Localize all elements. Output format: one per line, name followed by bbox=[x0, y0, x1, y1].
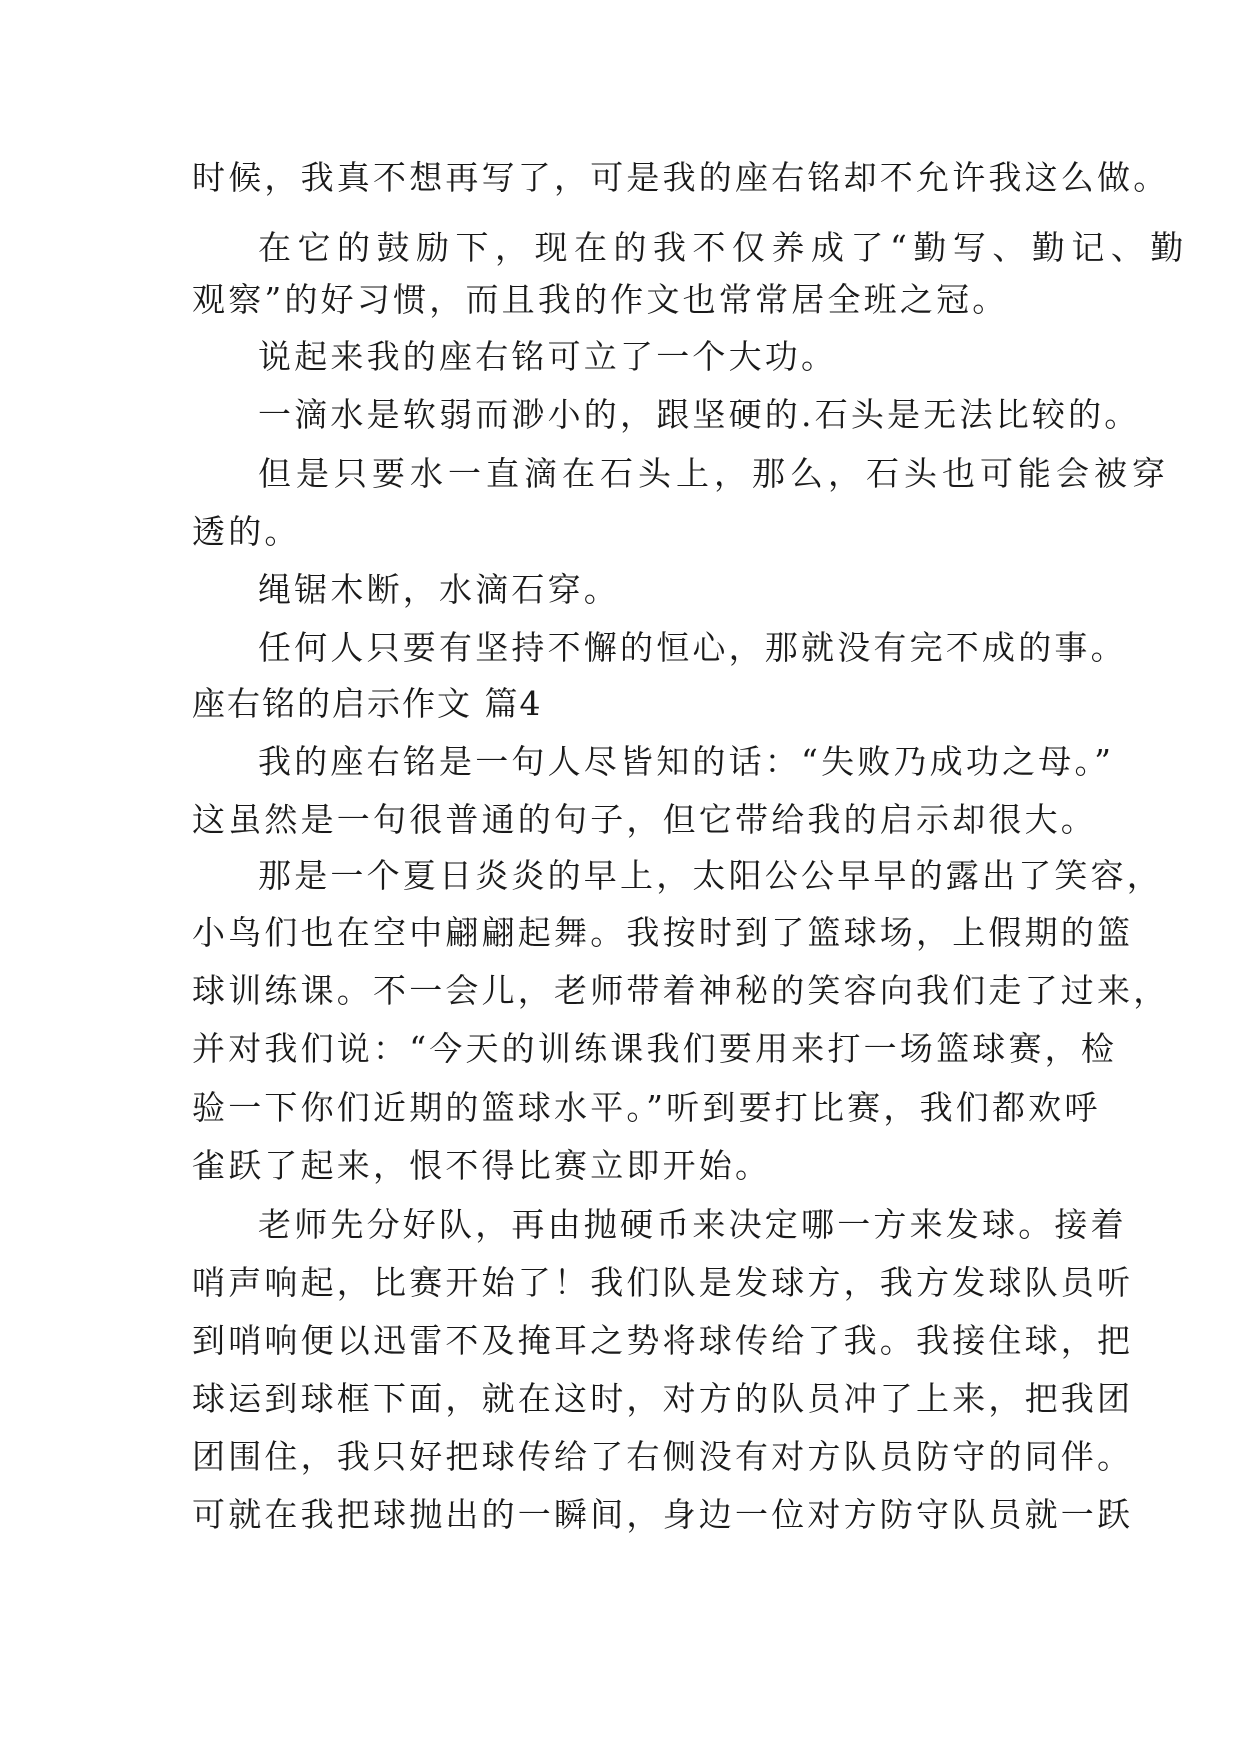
text-line: 那是一个夏日炎炎的早上，太阳公公早早的露出了笑容， bbox=[258, 856, 1163, 895]
text-line: 任何人只要有坚持不懈的恒心，那就没有完不成的事。 bbox=[258, 628, 1127, 667]
text-line: 时候，我真不想再写了，可是我的座右铭却不允许我这么做。 bbox=[192, 158, 1170, 197]
text-line: 团围住，我只好把球传给了右侧没有对方队员防守的同伴。 bbox=[192, 1437, 1134, 1476]
text-line: 球训练课。不一会儿，老师带着神秘的笑容向我们走了过来， bbox=[192, 971, 1170, 1010]
text-line: 验一下你们近期的篮球水平。”听到要打比赛，我们都欢呼 bbox=[192, 1088, 1101, 1127]
text-line: 绳锯木断，水滴石穿。 bbox=[258, 570, 620, 609]
section-heading: 座右铭的启示作文 篇4 bbox=[192, 684, 543, 723]
text-line: 雀跃了起来，恨不得比赛立即开始。 bbox=[192, 1146, 772, 1185]
text-line: 这虽然是一句很普通的句子，但它带给我的启示却很大。 bbox=[192, 800, 1097, 839]
text-line: 在它的鼓励下，现在的我不仅养成了“勤写、勤记、勤 bbox=[258, 228, 1190, 267]
text-line: 小鸟们也在空中翩翩起舞。我按时到了篮球场，上假期的篮 bbox=[192, 913, 1134, 952]
text-line: 我的座右铭是一句人尽皆知的话：“失败乃成功之母。” bbox=[258, 742, 1115, 781]
text-line: 透的。 bbox=[192, 512, 301, 551]
text-line: 到哨响便以迅雷不及掩耳之势将球传给了我。我接住球，把 bbox=[192, 1321, 1134, 1360]
text-line: 球运到球框下面，就在这时，对方的队员冲了上来，把我团 bbox=[192, 1379, 1134, 1418]
text-line: 老师先分好队，再由抛硬币来决定哪一方来发球。接着 bbox=[258, 1205, 1127, 1244]
text-line: 观察”的好习惯，而且我的作文也常常居全班之冠。 bbox=[192, 280, 1009, 319]
text-line: 并对我们说：“今天的训练课我们要用来打一场篮球赛，检 bbox=[192, 1029, 1118, 1068]
text-line: 但是只要水一直滴在石头上，那么，石头也可能会被穿 bbox=[258, 454, 1170, 493]
text-line: 可就在我把球抛出的一瞬间，身边一位对方防守队员就一跃 bbox=[192, 1495, 1134, 1534]
text-line: 说起来我的座右铭可立了一个大功。 bbox=[258, 337, 838, 376]
text-line: 哨声响起，比赛开始了！我们队是发球方，我方发球队员听 bbox=[192, 1263, 1134, 1302]
text-line: 一滴水是软弱而渺小的，跟坚硬的.石头是无法比较的。 bbox=[258, 395, 1141, 434]
